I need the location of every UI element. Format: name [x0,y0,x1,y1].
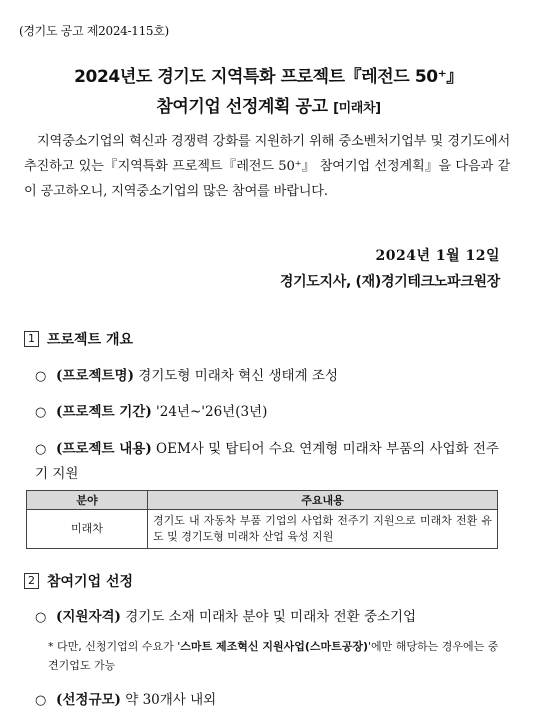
intro-text: 지역중소기업의 혁신과 경쟁력 강화를 지원하기 위해 중소벤처기업부 및 경기도에서 추진하고 있는『지역특화 프로젝트『레전드 50⁺』 참여기업 선정계획』을 다음과 같이 공고하오니, 지역중소기업의 많은 참여를 바랍니다. [24,134,510,199]
item-head: (프로젝트 기간) [56,404,152,420]
intro-paragraph [24,129,510,204]
list-item-project-name [35,364,505,389]
note-suffix: '에만 해당하는 경우에는 중견기업도 가능 [48,640,499,672]
title-main: 참여기업 선정계획 공고 [156,97,334,117]
notice-date: 2024년 1월 12일 [375,248,500,264]
item-head: (선정규모) [56,692,121,708]
notice-number: (경기도 공고 제2024-115호) [19,24,169,38]
item-head: (프로젝트명) [56,368,134,384]
item-body: 약 30개사 내외 [120,692,217,708]
list-item-project-period [35,400,505,425]
table-header-row [27,491,498,510]
cell-content: 경기도 내 자동차 부품 기업의 사업화 전주기 지원으로 미래차 전환 유도 및 경기도형 미래차 산업 육성 지원 [148,510,498,549]
circle-bullet-icon: ○ [35,405,47,420]
column-header-field: 분야 [27,491,148,510]
section-1-heading [24,329,133,349]
list-item-eligibility [35,605,505,630]
field-table [26,490,498,549]
issuing-organization: 경기도지사, (재)경기테크노파크원장 [279,274,500,290]
section-1-number: 1 [24,331,39,347]
section-1-title: 프로젝트 개요 [47,332,134,348]
item-head: (프로젝트 내용) [56,441,152,457]
item-body: 경기도형 미래차 혁신 생태계 조성 [133,368,339,384]
circle-bullet-icon: ○ [35,693,47,708]
circle-bullet-icon: ○ [35,369,47,384]
page-title-line2 [0,92,537,117]
item-body: '24년~'26년(3년) [151,404,268,420]
column-header-content: 주요내용 [148,491,498,510]
eligibility-note [48,637,508,675]
item-body: 경기도 소재 미래차 분야 및 미래차 전환 중소기업 [120,609,417,625]
item-head: (지원자격) [56,609,121,625]
note-prefix: * 다만, 신청기업의 수요가 ' [48,640,181,653]
page-title-line1: 2024년도 경기도 지역특화 프로젝트『레전드 50⁺』 [74,67,463,87]
title-category: [미래차] [333,101,381,116]
note-bold: 스마트 제조혁신 지원사업(스마트공장) [180,640,369,653]
section-2-number: 2 [24,573,39,589]
table-row [27,510,498,549]
list-item-selection-scale [35,688,505,713]
circle-bullet-icon: ○ [35,442,47,457]
list-item-project-content [35,437,505,486]
section-2-heading [24,571,133,591]
cell-field: 미래차 [27,510,148,549]
circle-bullet-icon: ○ [35,610,47,625]
section-2-title: 참여기업 선정 [47,574,134,590]
item-body: OEM사 및 탑티어 수요 연계형 미래차 부품의 사업화 전주기 지원 [35,441,499,482]
